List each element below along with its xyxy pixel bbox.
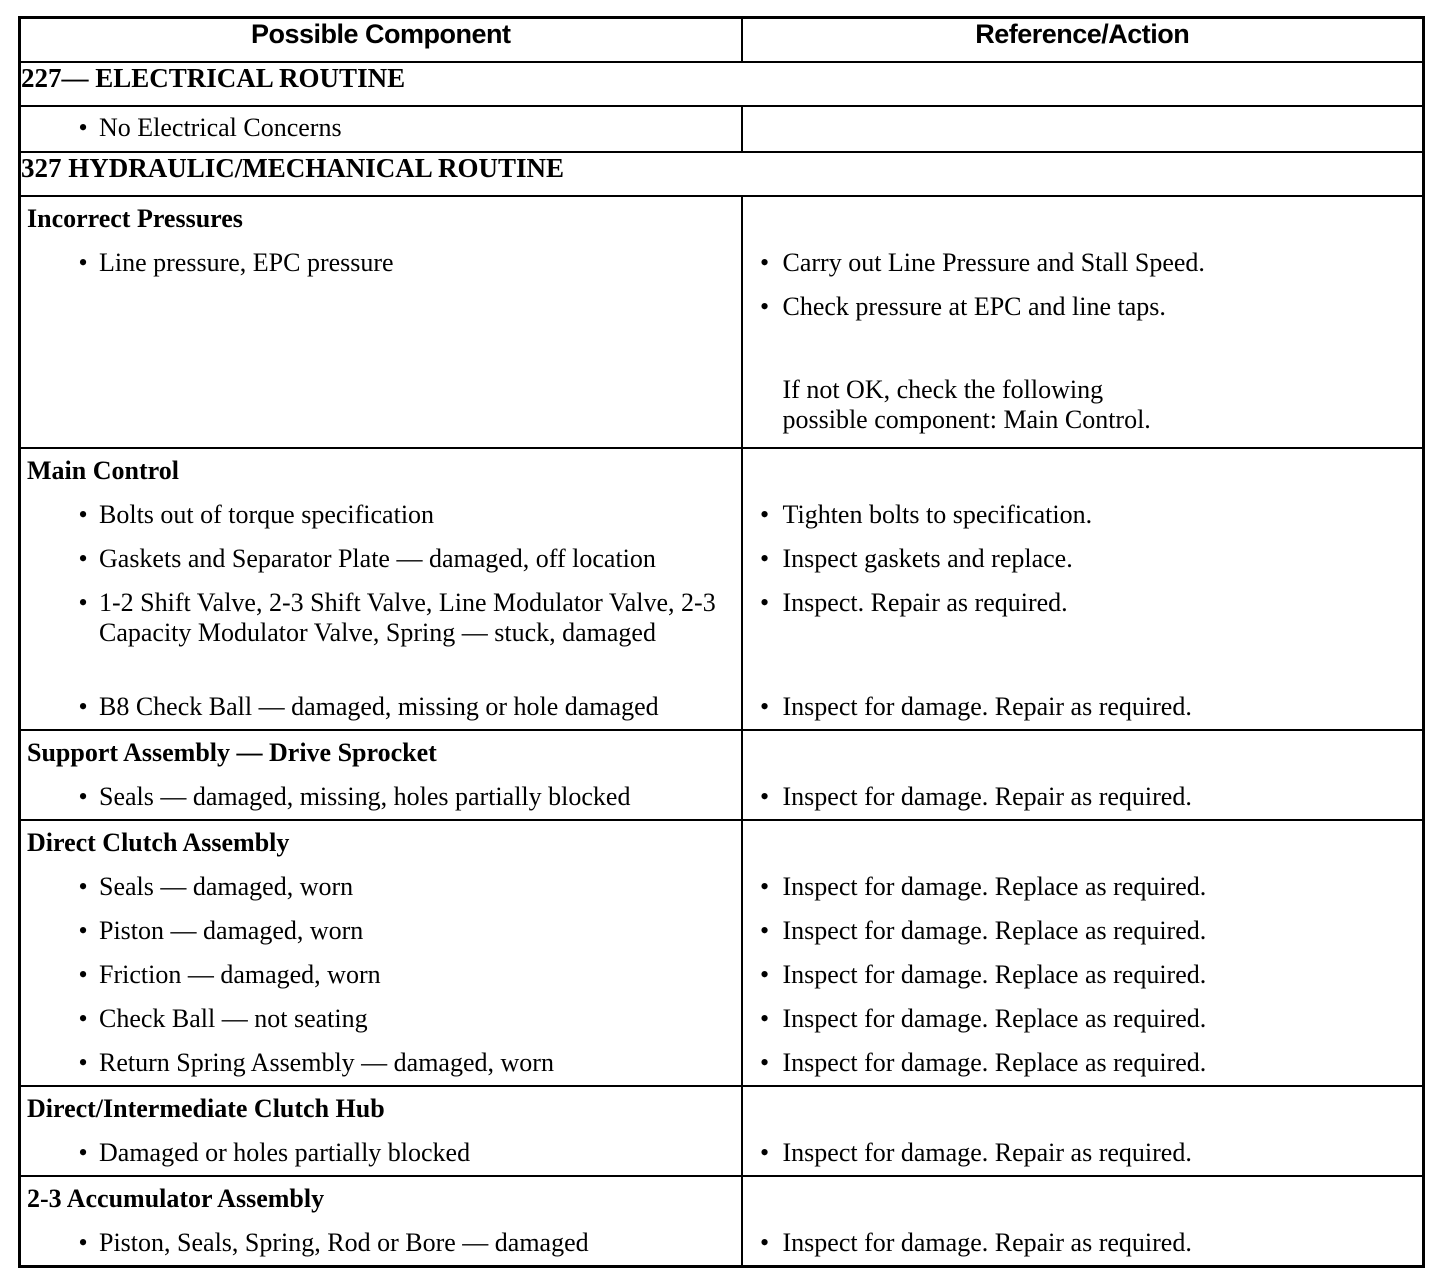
bullet-icon: • <box>78 782 88 811</box>
support-assembly-row <box>20 730 1424 820</box>
diagnostic-table <box>18 16 1425 1268</box>
main-control-action: Inspect for damage. Repair as required. <box>782 692 1192 721</box>
incorrect-pressures-item: Line pressure, EPC pressure <box>99 248 394 277</box>
list-item <box>21 107 741 151</box>
bullet-icon: • <box>78 692 88 721</box>
bullet-icon: • <box>78 1138 88 1167</box>
bullet-icon: • <box>78 248 88 277</box>
clutch-hub-action-cell <box>742 1086 1424 1176</box>
support-assembly-action: Inspect for damage. Repair as required. <box>782 782 1192 811</box>
list-item <box>21 997 741 1041</box>
clutch-hub-row <box>20 1086 1424 1176</box>
list-item <box>21 865 741 909</box>
list-item <box>743 1041 1423 1085</box>
direct-clutch-item: Return Spring Assembly — damaged, worn <box>99 1048 554 1077</box>
list-item <box>21 537 741 581</box>
accumulator-item: Piston, Seals, Spring, Rod or Bore — damaged <box>99 1228 589 1257</box>
note-line-2: possible component: Main Control. <box>782 405 1151 434</box>
incorrect-pressures-component-cell <box>20 196 742 448</box>
clutch-hub-component-cell <box>20 1086 742 1176</box>
bullet-icon: • <box>759 1228 770 1257</box>
bullet-icon: • <box>759 1138 770 1167</box>
direct-clutch-row <box>20 820 1424 1086</box>
list-item <box>21 909 741 953</box>
direct-clutch-item: Piston — damaged, worn <box>99 916 364 945</box>
bullet-icon: • <box>78 544 88 573</box>
list-item <box>743 775 1423 819</box>
direct-clutch-title: Direct Clutch Assembly <box>27 828 290 857</box>
routine-227-row <box>20 62 1424 106</box>
diagnostic-table-sheet <box>18 16 1422 1268</box>
no-electrical-text: No Electrical Concerns <box>99 113 342 142</box>
bullet-icon: • <box>78 1048 88 1077</box>
no-electrical-cell <box>20 106 742 152</box>
list-item <box>21 685 741 729</box>
list-item <box>743 1131 1423 1175</box>
direct-clutch-action: Inspect for damage. Replace as required. <box>782 1004 1207 1033</box>
list-item <box>743 909 1423 953</box>
incorrect-pressures-action-cell <box>742 196 1424 448</box>
list-item <box>743 953 1423 997</box>
main-control-action: Tighten bolts to specification. <box>782 500 1093 529</box>
support-assembly-item: Seals — damaged, missing, holes partially blocked <box>99 782 631 811</box>
header-reference-action: Reference/Action <box>742 18 1424 63</box>
main-control-title: Main Control <box>27 456 179 485</box>
routine-327-title: 327 HYDRAULIC/MECHANICAL ROUTINE <box>20 152 1424 196</box>
note-line-1: If not OK, check the following <box>782 375 1104 404</box>
list-item <box>21 493 741 537</box>
list-item <box>743 581 1423 685</box>
list-item <box>743 493 1423 537</box>
list-item <box>21 1131 741 1175</box>
incorrect-pressures-action-1: Carry out Line Pressure and Stall Speed. <box>782 248 1205 277</box>
main-control-item: B8 Check Ball — damaged, missing or hole damaged <box>99 692 659 721</box>
list-item <box>743 285 1423 329</box>
list-item <box>21 1221 741 1265</box>
bullet-icon: • <box>759 500 770 529</box>
routine-327-row <box>20 152 1424 196</box>
no-electrical-row <box>20 106 1424 152</box>
bullet-icon: • <box>759 782 770 811</box>
clutch-hub-action: Inspect for damage. Repair as required. <box>782 1138 1192 1167</box>
main-control-item: Gaskets and Separator Plate — damaged, off location <box>99 544 656 573</box>
main-control-component-cell <box>20 448 742 730</box>
bullet-icon: • <box>78 872 88 901</box>
accumulator-action: Inspect for damage. Repair as required. <box>782 1228 1192 1257</box>
direct-clutch-item: Friction — damaged, worn <box>99 960 381 989</box>
list-item <box>21 581 741 685</box>
bullet-icon: • <box>759 544 770 573</box>
direct-clutch-item: Check Ball — not seating <box>99 1004 368 1033</box>
clutch-hub-title: Direct/Intermediate Clutch Hub <box>27 1094 385 1123</box>
bullet-icon: • <box>78 588 88 617</box>
direct-clutch-component-cell <box>20 820 742 1086</box>
direct-clutch-action-cell <box>742 820 1424 1086</box>
clutch-hub-item: Damaged or holes partially blocked <box>99 1138 471 1167</box>
main-control-item: 1-2 Shift Valve, 2-3 Shift Valve, Line Modulator Valve, 2-3 Capacity Modulator Valve, Spring — stuck, damaged <box>99 588 716 647</box>
direct-clutch-action: Inspect for damage. Replace as required. <box>782 916 1207 945</box>
direct-clutch-action: Inspect for damage. Replace as required. <box>782 1048 1207 1077</box>
accumulator-action-cell <box>742 1176 1424 1267</box>
bullet-icon: • <box>759 692 770 721</box>
support-assembly-action-cell <box>742 730 1424 820</box>
list-item <box>21 953 741 997</box>
support-assembly-title: Support Assembly — Drive Sprocket <box>27 738 437 767</box>
bullet-icon: • <box>78 113 88 142</box>
bullet-icon: • <box>78 960 88 989</box>
bullet-icon: • <box>759 292 770 321</box>
list-item <box>743 241 1423 285</box>
accumulator-component-cell <box>20 1176 742 1267</box>
header-row <box>20 18 1424 63</box>
bullet-icon: • <box>78 1004 88 1033</box>
list-item <box>743 865 1423 909</box>
bullet-icon: • <box>759 248 770 277</box>
bullet-icon: • <box>759 916 770 945</box>
list-item <box>743 537 1423 581</box>
list-item <box>21 775 741 819</box>
incorrect-pressures-action-2: Check pressure at EPC and line taps. <box>782 292 1166 321</box>
accumulator-row <box>20 1176 1424 1267</box>
direct-clutch-action: Inspect for damage. Replace as required. <box>782 872 1207 901</box>
accumulator-title: 2-3 Accumulator Assembly <box>27 1184 325 1213</box>
list-item <box>743 1221 1423 1265</box>
list-item <box>743 997 1423 1041</box>
routine-227-title: 227— ELECTRICAL ROUTINE <box>20 62 1424 106</box>
direct-clutch-action: Inspect for damage. Replace as required. <box>782 960 1207 989</box>
bullet-icon: • <box>759 1004 770 1033</box>
main-control-action: Inspect gaskets and replace. <box>782 544 1073 573</box>
bullet-icon: • <box>78 1228 88 1257</box>
bullet-icon: • <box>78 500 88 529</box>
bullet-icon: • <box>759 872 770 901</box>
main-control-item: Bolts out of torque specification <box>99 500 435 529</box>
incorrect-pressures-note <box>743 329 1423 435</box>
list-item <box>21 1041 741 1085</box>
bullet-icon: • <box>78 916 88 945</box>
bullet-icon: • <box>759 1048 770 1077</box>
list-item <box>21 241 741 285</box>
header-possible-component: Possible Component <box>20 18 742 63</box>
bullet-icon: • <box>759 960 770 989</box>
direct-clutch-item: Seals — damaged, worn <box>99 872 354 901</box>
support-assembly-component-cell <box>20 730 742 820</box>
main-control-action: Inspect. Repair as required. <box>782 588 1068 617</box>
no-electrical-action-cell <box>742 106 1424 152</box>
incorrect-pressures-title: Incorrect Pressures <box>27 204 243 233</box>
incorrect-pressures-row <box>20 196 1424 448</box>
main-control-action-cell <box>742 448 1424 730</box>
main-control-row <box>20 448 1424 730</box>
bullet-icon: • <box>759 588 770 617</box>
list-item <box>743 685 1423 729</box>
